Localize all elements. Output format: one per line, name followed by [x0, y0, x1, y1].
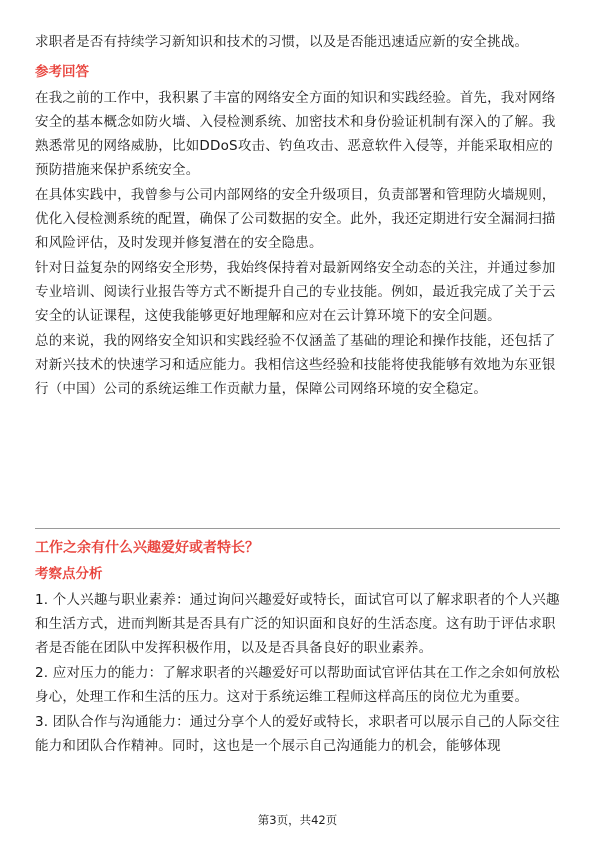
- analysis-point: 2. 应对压力的能力：了解求职者的兴趣爱好可以帮助面试官评估其在工作之余如何放松身心，处理工作和生活的压力。这对于系统运维工程师这样高压的岗位尤为重要。: [35, 665, 560, 705]
- reference-answer-label: 参考回答: [35, 64, 89, 80]
- question-title: 工作之余有什么兴趣爱好或者特长？: [35, 540, 259, 556]
- analysis-label: 考察点分析: [35, 566, 103, 582]
- next-question-section: [35, 538, 560, 758]
- reference-answer-section: [35, 62, 560, 401]
- section-divider: [35, 528, 560, 529]
- analysis-point: 3. 团队合作与沟通能力：通过分享个人的爱好或特长，求职者可以展示自己的人际交往能力和团队合作精神。同时，这也是一个展示自己沟通能力的机会，能够体现: [35, 714, 560, 754]
- answer-paragraph: 在具体实践中，我曾参与公司内部网络的安全升级项目，负责部署和管理防火墙规则，优化入侵检测系统的配置，确保了公司数据的安全。此外，我还定期进行安全漏洞扫描和风险评估，及时发现并修复潜在的安全隐患。: [35, 187, 556, 251]
- answer-paragraph: 总的来说，我的网络安全知识和实践经验不仅涵盖了基础的理论和操作技能，还包括了对新兴技术的快速学习和适应能力。我相信这些经验和技能将使我能够有效地为东亚银行（中国）公司的系统运维工作贡献力量，保障公司网络环境的安全稳定。: [35, 333, 556, 397]
- page-number: 第3页，共42页: [257, 813, 338, 827]
- answer-paragraph: 针对日益复杂的网络安全形势，我始终保持着对最新网络安全动态的关注，并通过参加专业培训、阅读行业报告等方式不断提升自己的专业技能。例如，最近我完成了关于云安全的认证课程，这使我能够更好地理解和应对在云计算环境下的安全问题。: [35, 260, 556, 324]
- answer-paragraph: 在我之前的工作中，我积累了丰富的网络安全方面的知识和实践经验。首先，我对网络安全的基本概念如防火墙、入侵检测系统、加密技术和身份验证机制有深入的了解。我熟悉常见的网络威胁，比如DDoS攻击、钓鱼攻击、恶意软件入侵等，并能采取相应的预防措施来保护系统安全。: [35, 90, 556, 178]
- analysis-point: 1. 个人兴趣与职业素养：通过询问兴趣爱好或特长，面试官可以了解求职者的个人兴趣和生活方式，进而判断其是否具有广泛的知识面和良好的生活态度。这有助于评估求职者是否能在团队中发挥积极作用，以及是否具备良好的职业素养。: [35, 592, 560, 656]
- intro-paragraph: 求职者是否有持续学习新知识和技术的习惯，以及是否能迅速适应新的安全挑战。: [35, 34, 529, 50]
